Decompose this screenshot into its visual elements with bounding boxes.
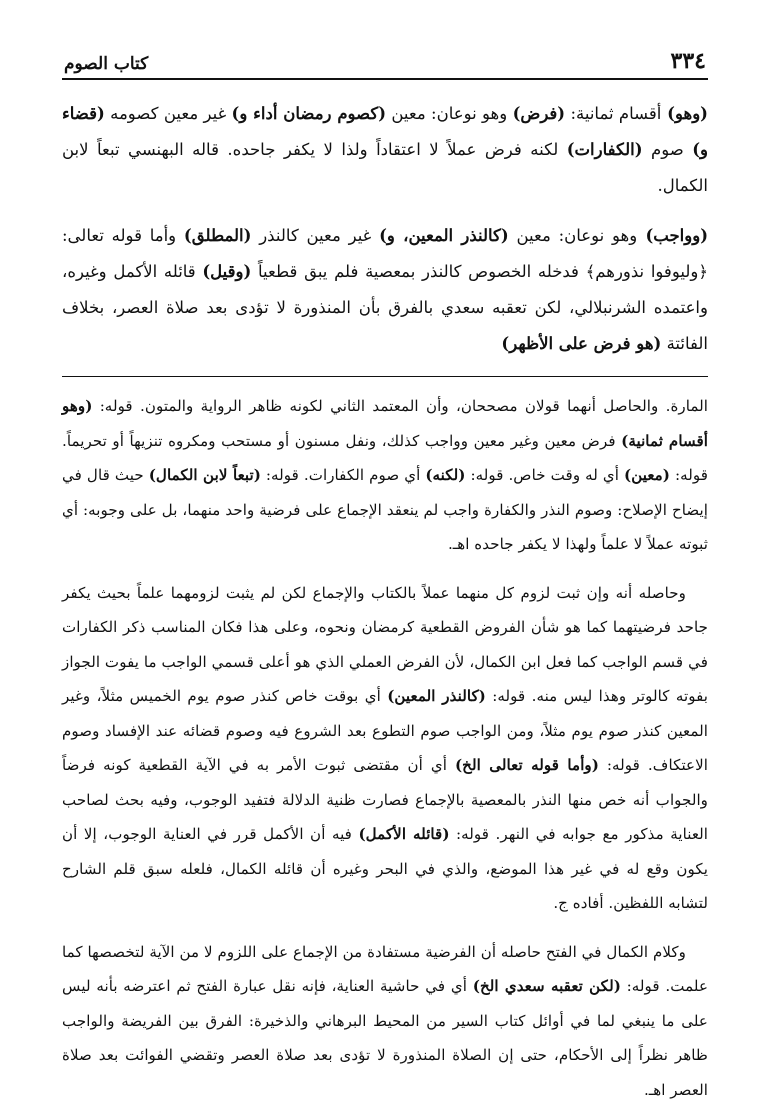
bold-quote: (وواجب): [637, 226, 708, 245]
bold-quote: (وأما قوله تعالى الخ): [455, 756, 599, 774]
bold-quote: (الكفارات): [567, 140, 643, 159]
text-run: وهو نوعان: معين: [509, 226, 638, 245]
text-run: أقسام ثمانية:: [565, 104, 661, 123]
text-run: أي أن مقتضى ثبوت الأمر به في الآية القطعية كونه فرضاً والجواب أنه خص منها النذر بالمعصية بالإجماع فصارت ظنية الدلالة فتفيد الوجوب، وفيه بحث لصاحب العناية مذكور مع جوابه في النهر. قوله:: [62, 756, 708, 843]
text-run: أي صوم الكفارات. قوله:: [261, 466, 425, 484]
bold-quote: (المطلق): [184, 226, 252, 245]
text-run: غير معين كالنذر: [251, 226, 379, 245]
commentary-paragraph: [62, 935, 708, 1107]
footnote-divider: [62, 376, 708, 377]
bold-quote: (قائله الأكمل): [358, 825, 449, 843]
bold-quote: (كصوم رمضان أداء و): [232, 104, 387, 123]
commentary-paragraph: [62, 576, 708, 921]
text-run: صوم: [643, 140, 693, 159]
text-run: أي في حاشية العناية، فإنه نقل عبارة الفتح ثم اعترضه بأنه ليس على ما ينبغي لما في أوائل كتاب السير من المحيط البرهاني والذخيرة: الفرق بين الفريضة والواجب ظاهر نظراً إلى الأحكام، حتى إن الصلاة المنذورة لا تؤدى بعد صلاة العصر وتقضي الفوائت بعد صلاة العصر اهـ.: [62, 977, 708, 1099]
page-number: ٣٣٤: [671, 48, 706, 74]
text-run: لكنه فرض عملاً لا اعتقاداً ولذا لا يكفر جاحده. قاله البهنسي تبعاً لابن الكمال.: [62, 140, 708, 195]
bold-quote: (فرض): [513, 104, 566, 123]
text-run: وهو نوعان: معين: [386, 104, 513, 123]
text-run: فرض معين وغير معين وواجب كذلك، ونفل مسنون أو مستحب ومكروه تنزيهاً أو تحريماً. قوله:: [62, 432, 708, 485]
page-header: [62, 48, 708, 78]
text-run: أي بوقت خاص كنذر صوم يوم الخميس مثلاً، وغير المعين كنذر صوم يوم مثلاً، ومن الواجب صوم التطوع بعد الشروع فيه وصوم قضائه عند الإفساد وصوم الاعتكاف. قوله:: [62, 687, 708, 774]
running-title: كتاب الصوم: [64, 54, 148, 74]
text-run: قائله الأكمل وغيره، واعتمده الشرنبلالي، لكن تعقبه سعدي بالفرق بأن المنذورة لا تؤدى بعد صلاة العصر، بخلاف الفائتة: [62, 262, 708, 353]
matn-paragraph: [62, 218, 708, 362]
bold-quote: (وهو أقسام ثمانية): [62, 397, 708, 450]
bold-quote: (معين): [624, 466, 670, 484]
text-run: المارة. والحاصل أنهما قولان مصححان، وأن المعتمد الثاني لكونه ظاهر الرواية والمتون. قوله:: [92, 397, 708, 415]
matn-text: [62, 96, 708, 362]
bold-quote: (وقيل): [202, 262, 251, 281]
text-run: وأما قوله تعالى: ﴿وليوفوا نذورهم﴾ فدخله الخصوص كالنذر بمعصية فلم يبق قطعياً: [62, 226, 708, 281]
bold-quote: (لكنه): [425, 466, 465, 484]
text-run: حيث قال في إيضاح الإصلاح: وصوم النذر والكفارة واجب لم ينعقد الإجماع على فرضية واحد منهما، بل على وجوبه: أي ثبوته عملاً لا علماً ولهذا لا يكفر جاحده اهـ.: [62, 466, 708, 553]
bold-quote: (هو فرض على الأظهر): [501, 334, 661, 353]
bold-quote: (كالنذر المعين): [387, 687, 486, 705]
text-run: فيه أن الأكمل قرر في العناية الوجوب، إلا أن يكون وقع له في غير هذا الموضع، والذي في البحر وغيره أن قائله الكمال، فلعله سبق قلم الشارح لتشابه اللفظين. أفاده ج.: [62, 825, 708, 912]
bold-quote: (لكن تعقبه سعدي الخ): [473, 977, 621, 995]
commentary-paragraph: [62, 389, 708, 562]
text-run: وحاصله أنه وإن ثبت لزوم كل منهما عملاً بالكتاب والإجماع لكن لم يثبت لزومهما علماً بحيث يكفر جاحد فرضيتهما كما هو شأن الفروض القطعية كرمضان ونحوه، وعلى هذا فكان المناسب ذكر الكفارات في قسم الواجب كما فعل ابن الكمال، لأن الفرض العملي الذي هو أعلى قسمي الواجب ما يفوت الجواز بفوته كالوتر وهذا ليس منه. قوله:: [62, 584, 708, 706]
commentary-text: [62, 389, 708, 1107]
bold-quote: (وهو): [661, 104, 708, 123]
text-run: وكلام الكمال في الفتح حاصله أن الفرضية مستفادة من الإجماع على اللزوم لا من الآية لتخصصها كما علمت. قوله:: [62, 943, 708, 996]
matn-paragraph: [62, 96, 708, 204]
bold-quote: (كالنذر المعين، و): [379, 226, 509, 245]
text-run: غير معين كصومه: [105, 104, 232, 123]
bold-quote: (قضاء و): [62, 104, 708, 159]
bold-quote: (تبعاً لابن الكمال): [149, 466, 261, 484]
text-run: أي له وقت خاص. قوله:: [465, 466, 624, 484]
header-rule: [62, 78, 708, 80]
